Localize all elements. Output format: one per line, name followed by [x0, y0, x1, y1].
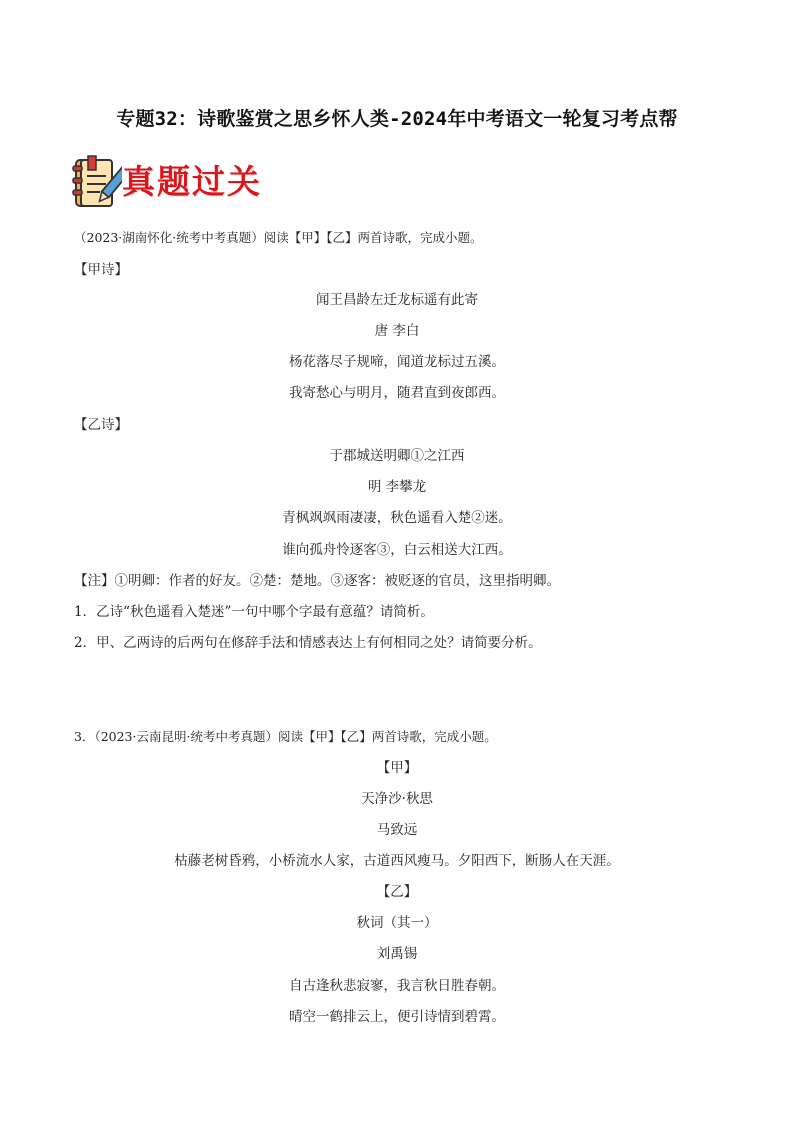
q3-yi-line1: 自古逢秋悲寂寥，我言秋日胜春朝。: [289, 978, 505, 994]
q1-item1: 1．乙诗“秋色遥看入楚迷”一句中哪个字最有意蕴？请简析。: [74, 604, 434, 620]
q3-jia-title: 天净沙·秋思: [361, 791, 433, 807]
q1-yi-author: 明 李攀龙: [367, 479, 427, 495]
q1-item2: 2．甲、乙两诗的后两句在修辞手法和情感表达上有何相同之处？请简要分析。: [74, 635, 542, 651]
q1-source: （2023·湖南怀化·统考中考真题）阅读【甲】【乙】两首诗歌，完成小题。: [74, 230, 483, 245]
q3-yi-line2: 晴空一鹤排云上，便引诗情到碧霄。: [289, 1009, 505, 1025]
q3-jia-line1: 枯藤老树昏鸦，小桥流水人家，古道西风瘦马。夕阳西下，断肠人在天涯。: [174, 853, 620, 869]
q3-yi-label: 【乙】: [376, 884, 418, 900]
q3-jia-label: 【甲】: [376, 760, 418, 776]
q3-yi-title: 秋词（其一）: [356, 915, 438, 931]
q1-yi-line1: 青枫飒飒雨凄凄，秋色遥看入楚②迷。: [282, 510, 512, 526]
q3-yi-author: 刘禹锡: [376, 946, 418, 962]
q1-yi-title: 于郡城送明卿①之江西: [329, 448, 465, 464]
q1-yi-line2: 谁向孤舟怜逐客③，白云相送大江西。: [282, 542, 512, 558]
q1-jia-author: 唐 李白: [374, 323, 420, 339]
section-badge-label: 真题过关: [122, 162, 262, 201]
q1-jia-line1: 杨花落尽子规啼，闻道龙标过五溪。: [289, 354, 505, 370]
q1-jia-label: 【甲诗】: [74, 262, 128, 278]
q3-jia-author: 马致远: [376, 822, 418, 838]
q1-yi-label: 【乙诗】: [74, 417, 128, 433]
q3-source: 3．（2023·云南昆明·统考中考真题）阅读【甲】【乙】两首诗歌，完成小题。: [74, 729, 497, 744]
q1-note: 【注】①明卿：作者的好友。②楚：楚地。③逐客：被贬逐的官员，这里指明卿。: [74, 573, 560, 589]
section-badge: [72, 154, 272, 210]
q1-jia-title: 闻王昌龄左迁龙标遥有此寄: [316, 292, 478, 308]
notebook-pencil-icon: [72, 154, 122, 210]
q1-jia-line2: 我寄愁心与明月，随君直到夜郎西。: [289, 385, 505, 401]
page-title: 专题32：诗歌鉴赏之思乡怀人类-2024年中考语文一轮复习考点帮: [116, 108, 678, 130]
